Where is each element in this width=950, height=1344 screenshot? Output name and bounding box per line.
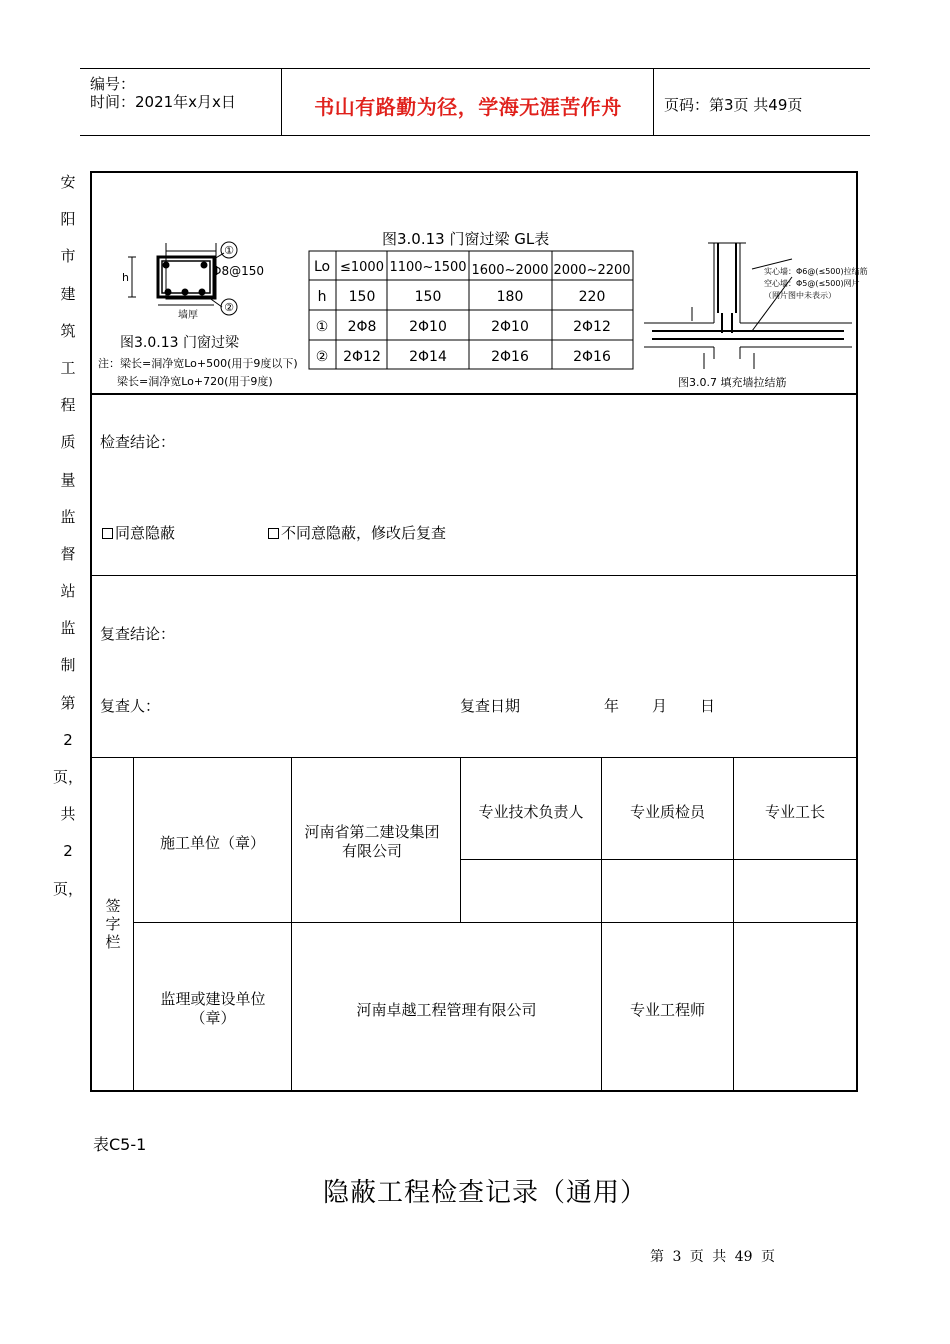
recheck-conclusion-label: 复查结论：	[100, 625, 176, 643]
recheck-year-label: 年	[604, 697, 620, 715]
gl-cell: 1100~1500	[389, 260, 467, 275]
agree-label: 同意隐蔽	[115, 524, 176, 542]
height-label: h	[122, 271, 129, 284]
disagree-label: 不同意隐蔽，修改后复查	[281, 524, 447, 542]
doc-time-label: 时间：2021年x月x日	[90, 93, 236, 111]
gl-cell: ①	[315, 319, 329, 335]
document-title: 隐蔽工程检查记录（通用）	[322, 1178, 647, 1208]
side-char: 量	[60, 470, 76, 489]
col-divider	[460, 757, 461, 922]
disagree-option[interactable]	[268, 522, 446, 543]
lintel-section-figure	[128, 243, 224, 307]
gl-cell: 1600~2000	[471, 263, 549, 278]
supervision-company: 河南卓越工程管理有限公司	[356, 1001, 537, 1019]
side-char: 第	[60, 693, 76, 712]
motto: 书山有路勤为径，学海无涯苦作舟	[314, 95, 622, 119]
header-info-cell	[80, 69, 282, 135]
side-char: 监	[60, 507, 76, 526]
gl-cell: ②	[315, 349, 329, 365]
side-char: 页，	[52, 768, 83, 786]
side-char: 督	[60, 544, 76, 563]
row-divider	[92, 757, 856, 758]
row-divider	[92, 393, 856, 395]
side-vertical-text	[50, 172, 86, 916]
gl-table-cells	[314, 259, 631, 365]
wall-tie-note-3: （网片图中未表示）	[764, 291, 836, 300]
side-char: 安	[60, 173, 76, 191]
side-char: 2	[63, 730, 73, 749]
quality-inspector-label: 专业质检员	[629, 803, 705, 821]
side-char: 制	[60, 656, 76, 675]
agree-checkbox[interactable]	[102, 528, 113, 539]
recheck-person-label: 复查人：	[100, 697, 161, 715]
side-char: 共	[60, 805, 76, 824]
rebar-dots	[163, 262, 208, 296]
lintel-caption: 图3.0.13 门窗过梁	[120, 335, 239, 351]
wall-thickness-label: 墙厚	[178, 310, 198, 321]
recheck-date-label: 复查日期	[460, 697, 521, 715]
wall-tie-caption: 图3.0.7 填充墙拉结筋	[678, 376, 787, 389]
page-footer: 第 3 页 共 49 页	[650, 1249, 775, 1265]
gl-cell: 2Φ16	[491, 349, 529, 365]
row-divider	[134, 922, 856, 923]
inspection-conclusion-label: 检查结论：	[100, 433, 176, 451]
technical-drawing	[92, 173, 868, 394]
recheck-month-label: 月	[652, 697, 668, 715]
col-divider	[133, 757, 134, 1090]
gl-cell: 150	[414, 289, 442, 305]
gl-cell: h	[317, 289, 327, 305]
side-char: 站	[60, 582, 76, 601]
side-char: 阳	[60, 210, 76, 229]
row-divider	[92, 575, 856, 576]
wall-tie-note-1: 实心墙：Φ6@(≤500)拉结筋	[764, 267, 868, 276]
gl-cell: 180	[496, 289, 524, 305]
gl-cell: ≤1000	[340, 260, 384, 275]
page-header	[80, 68, 870, 136]
side-char: 程	[60, 396, 76, 415]
lintel-note-1: 注：梁长=洞净宽Lo+500(用于9度以下)	[98, 357, 298, 370]
doc-number-label: 编号：	[90, 75, 136, 93]
recheck-day-label: 日	[700, 697, 716, 715]
side-char: 质	[60, 433, 76, 452]
engineer-label: 专业工程师	[629, 1001, 705, 1019]
signature-column-label: 签字栏	[105, 897, 121, 951]
gl-cell: 2000~2200	[553, 263, 631, 278]
foreman-label: 专业工长	[764, 803, 825, 821]
wall-tie-note-2: 空心墙：Φ5@(≤500)网片	[764, 279, 860, 288]
gl-cell: 2Φ10	[409, 319, 447, 335]
tech-lead-label: 专业技术负责人	[478, 803, 584, 821]
gl-cell: 2Φ12	[343, 349, 381, 365]
construction-company: 河南省第二建设集团有限公司	[304, 823, 440, 860]
gl-cell: 150	[348, 289, 376, 305]
side-char: 筑	[60, 321, 76, 340]
supervision-unit-label: 监理或建设单位（章）	[160, 990, 266, 1027]
gl-cell: 2Φ8	[347, 319, 377, 335]
gl-cell: 2Φ12	[573, 319, 611, 335]
header-page-info: 页码：第3页 共49页	[664, 96, 803, 114]
side-char: 2	[63, 842, 73, 861]
side-char: 建	[60, 284, 76, 303]
side-char: 工	[60, 358, 76, 377]
col-divider	[291, 757, 292, 1090]
gl-cell: 220	[578, 289, 606, 305]
marker-2: ②	[224, 301, 234, 314]
rebar-spacing-label: Φ8@150	[212, 264, 264, 278]
inspection-form-table	[90, 171, 868, 1092]
side-char: 监	[60, 619, 76, 638]
form-code: 表C5-1	[93, 1135, 147, 1154]
wall-tie-figure	[644, 243, 852, 369]
marker-1: ①	[224, 244, 234, 257]
agree-option[interactable]	[102, 522, 175, 543]
row-divider	[460, 859, 856, 860]
gl-cell: 2Φ10	[491, 319, 529, 335]
gl-table-title: 图3.0.13 门窗过梁 GL表	[382, 230, 550, 248]
side-char: 页，	[52, 879, 83, 898]
side-char: 市	[60, 247, 76, 266]
lintel-note-2: 梁长=洞净宽Lo+720(用于9度)	[117, 375, 273, 388]
construction-unit-label: 施工单位（章）	[159, 834, 265, 852]
gl-cell: Lo	[313, 259, 331, 275]
gl-cell: 2Φ16	[573, 349, 611, 365]
gl-cell: 2Φ14	[409, 349, 447, 365]
disagree-checkbox[interactable]	[268, 528, 279, 539]
header-motto-cell	[282, 69, 654, 135]
